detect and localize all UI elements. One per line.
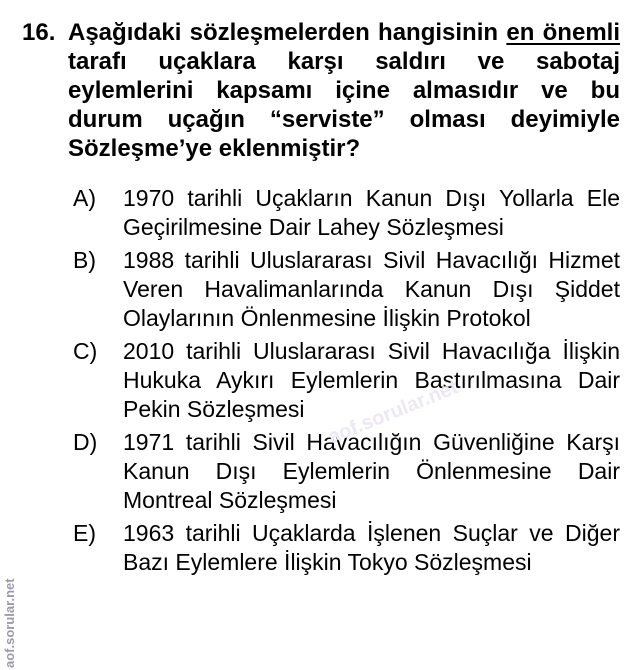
option-letter: E) [73,520,96,546]
option-text: 1971 tarihli Sivil Havacılığın Güvenliğine Karşı Kanun Dışı Eylemlerin Önlenmesine Dair Montreal Sözleşmesi [123,429,620,513]
side-watermark: aof.sorular.net [2,578,17,668]
option-text: 1970 tarihli Uçakların Kanun Dışı Yollarla Ele Geçirilmesine Dair Lahey Sözleşmesi [123,185,620,240]
option-e[interactable] [73,519,623,577]
option-c[interactable] [73,337,623,424]
option-letter: A) [73,185,96,211]
option-text: 1988 tarihli Uluslararası Sivil Havacılığı Hizmet Veren Havalimanlarında Kanun Dışı Şiddet Olaylarının Önlenmesine İlişkin Protokol [123,247,620,331]
option-text: 1963 tarihli Uçaklarda İşlenen Suçlar ve Diğer Bazı Eylemlere İlişkin Tokyo Sözleşmesi [123,520,620,575]
answer-options [73,184,623,581]
option-b[interactable] [73,246,623,333]
option-text: 2010 tarihli Uluslararası Sivil Havacılığa İlişkin Hukuka Aykırı Eylemlerin Bastırılmasına Dair Pekin Sözleşmesi [123,338,620,422]
center-watermark: aof.sorular.net [325,376,462,449]
question-text-part1: Aşağıdaki sözleşmelerden hangisinin [68,19,507,46]
option-letter: C) [73,338,98,364]
question-number: 16. [22,19,56,46]
question-text-part2: tarafı uçaklara karşı saldırı ve sabotaj eylemlerini kapsamı içine almasıdır ve bu durum uçağın “serviste” olması deyimiyle Sözleşme’ye eklenmiştir? [68,48,620,162]
option-letter: D) [73,429,98,455]
option-d[interactable] [73,428,623,515]
question-text [68,18,620,163]
option-letter: B) [73,247,96,273]
question-emphasis: en önemli [506,19,620,46]
option-a[interactable] [73,184,623,242]
